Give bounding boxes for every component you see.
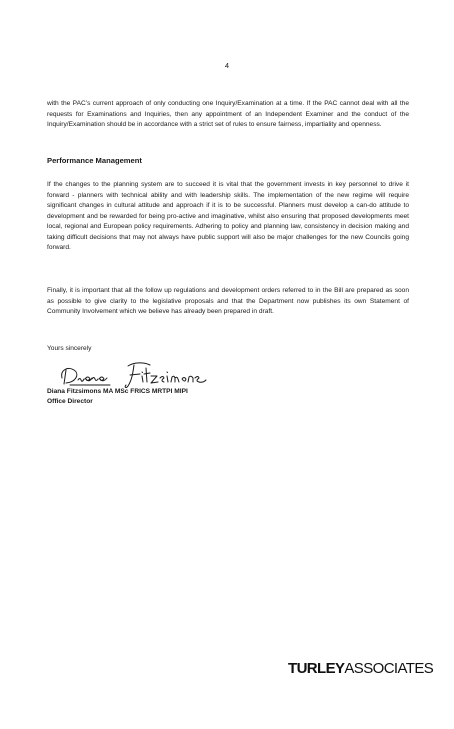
signer-title: Office Director xyxy=(47,398,93,405)
signer-name: Diana Fitzsimons MA MSc FRICS MRTPI MIPI xyxy=(47,388,188,395)
paragraph-finally: Finally, it is important that all the follow up regulations and development orders referred to in the Bill are prepared as soon as possible to give clarity to the legislative proposals and that the Department now publishes its own Statement of Community Involvement which we believe has already been prepared in draft. xyxy=(47,287,409,315)
paragraph-pac-approach: with the PAC’s current approach of only conducting one Inquiry/Examination at a time. If the PAC cannot deal with all the requests for Examinations and Inquiries, then any appointment of an Independent Examiner and the conduct of the Inquiry/Examination should be in accordance with a strict set of rules to ensure fairness, impartiality and openness. xyxy=(47,100,409,128)
handwritten-signature xyxy=(58,356,208,392)
logo-part-turley: TURLEY xyxy=(288,660,345,677)
paragraph-performance-management: If the changes to the planning system are to succeed it is vital that the government invests in key personnel to drive it forward - planners with technical ability and with leadership skills. The implementation of the new regime will require significant changes in cultural attitude and approach if it is to be successful. Planners must develop a can-do attitude to development and be rewarded for being pro-active and imaginative, whilst also ensuring that proposed developments meet local, regional and European policy requirements. Adhering to policy and planning law, consistency in decision making and taking difficult decisions that may not always have public support will also be major challenges for the new Councils going forward. xyxy=(47,181,409,251)
logo-part-associates: ASSOCIATES xyxy=(344,660,434,677)
closing-salutation: Yours sincerely xyxy=(47,345,92,352)
page-number: 4 xyxy=(224,61,230,70)
section-heading-performance-management: Performance Management xyxy=(47,156,142,165)
company-logo xyxy=(288,660,433,677)
